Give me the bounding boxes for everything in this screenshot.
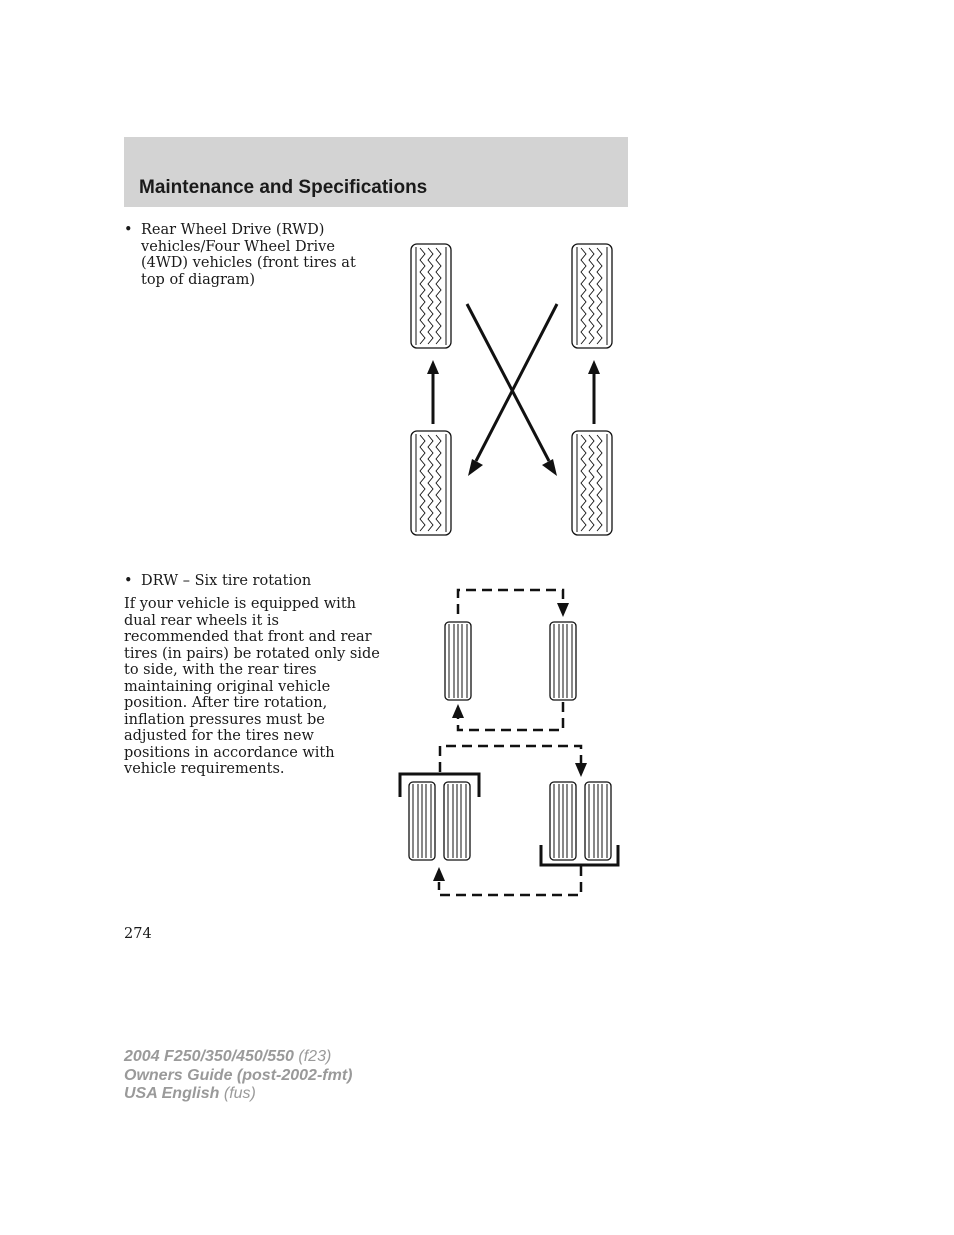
bullet-marker: • <box>124 222 133 238</box>
footer-model: 2004 F250/350/450/550 <box>124 1048 294 1065</box>
tire-rear-left-inner <box>444 782 470 860</box>
front-swap-arrow <box>458 590 563 730</box>
tire-rear-right <box>572 431 612 535</box>
bullet-marker: • <box>124 573 133 589</box>
footer-line-2 <box>124 1067 352 1086</box>
front-arrowhead-down <box>557 603 569 617</box>
tire-rear-right-inner <box>550 782 576 860</box>
document-footer <box>124 1048 352 1104</box>
tire-front-left <box>411 244 451 348</box>
rear-arrowhead-down <box>575 763 587 777</box>
tire-front-right <box>572 244 612 348</box>
front-arrowhead-up <box>452 704 464 718</box>
footer-guide-name: Owners Guide (post-2002-fmt) <box>124 1066 353 1084</box>
tire-rear-right-outer <box>585 782 611 860</box>
bullet-rwd-4wd <box>124 222 384 288</box>
rwd-4wd-rotation-diagram <box>400 236 625 542</box>
drw-paragraph: If your vehicle is equipped with dual rear wheels it is recommended that front and rear tires (in pairs) be rotated only side to side, with the rear tires maintaining original vehicle position. After tire rotation, inflation pressures must be adjusted for the tires new positions in accordance with vehicle requirements. <box>124 596 380 777</box>
rear-arrowhead-up <box>433 867 445 881</box>
footer-language-code: (fus) <box>223 1085 256 1102</box>
tire-rear-left-outer <box>409 782 435 860</box>
tire-front-left <box>445 622 471 700</box>
footer-model-code: (f23) <box>298 1048 332 1065</box>
arrow-left-up <box>427 360 439 424</box>
bullet-text: Rear Wheel Drive (RWD) vehicles/Four Wheel Drive (4WD) vehicles (front tires at top of diagram) <box>141 222 356 288</box>
drw-rotation-diagram <box>395 584 625 900</box>
page-number: 274 <box>124 926 152 942</box>
bullet-drw <box>124 573 384 590</box>
tire-front-right <box>550 622 576 700</box>
tire-rear-left <box>411 431 451 535</box>
footer-language: USA English <box>124 1085 220 1102</box>
footer-line-1 <box>124 1048 352 1067</box>
bullet-text: DRW – Six tire rotation <box>141 573 312 589</box>
section-title: Maintenance and Specifications <box>139 177 428 198</box>
footer-line-3 <box>124 1085 352 1104</box>
arrow-right-up <box>588 360 600 424</box>
